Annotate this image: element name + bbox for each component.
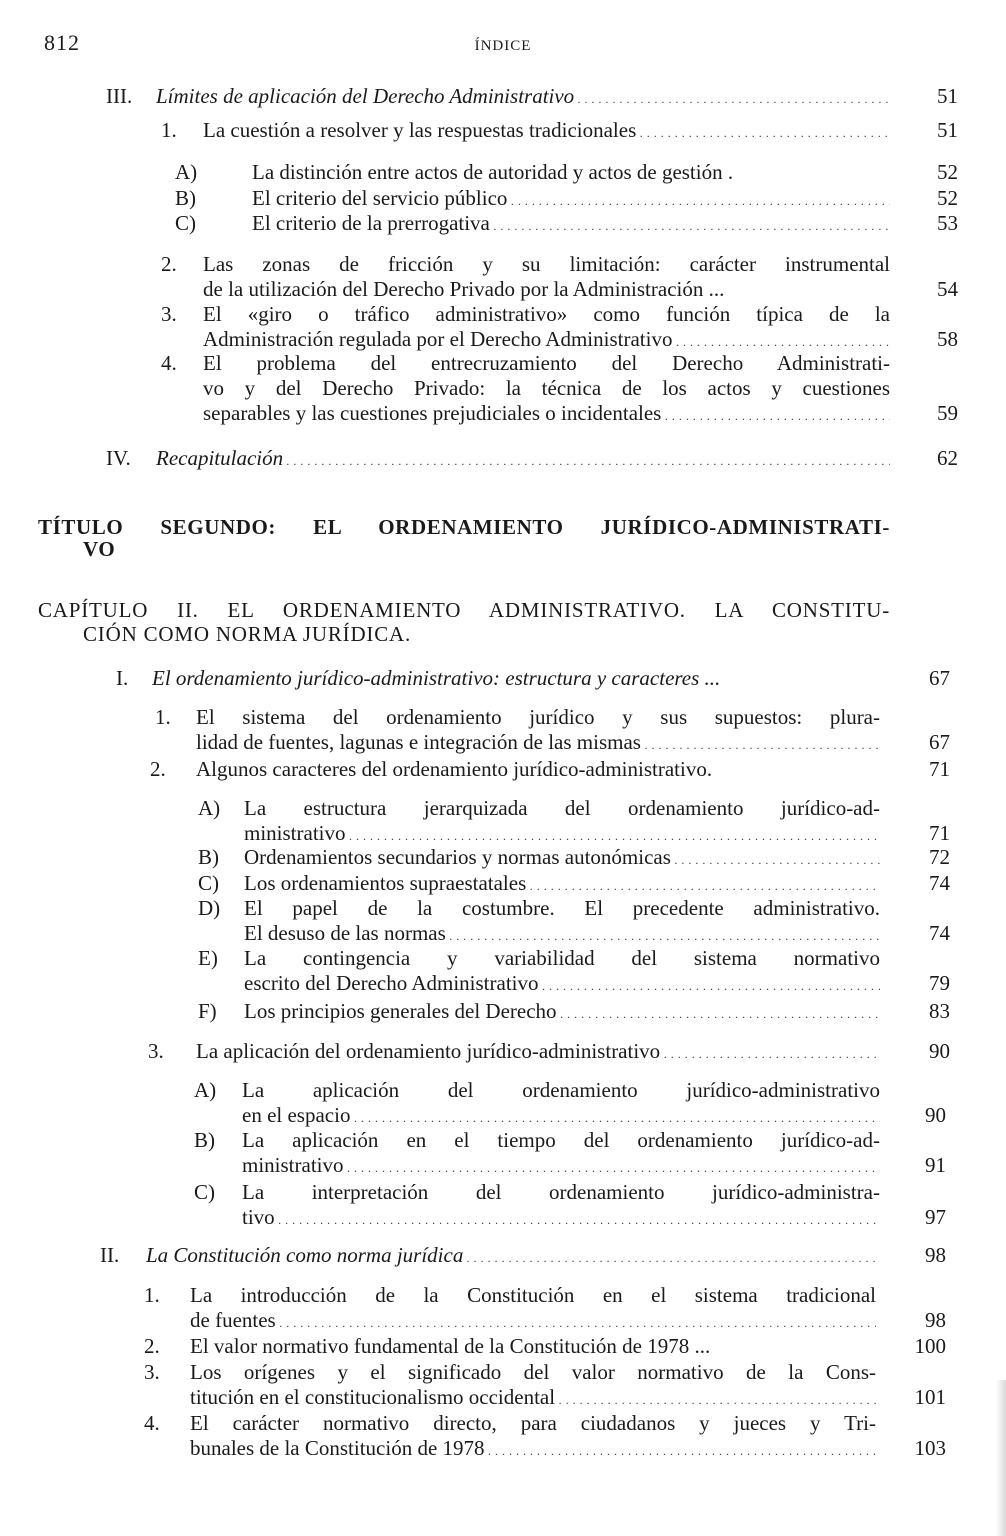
- toc-entry-number: C): [198, 871, 219, 895]
- toc-entry-title: [242, 1180, 880, 1232]
- toc-entry-line: Las zonas de fricción y su limitación: carácter instrumental: [203, 252, 890, 276]
- toc-entry-number: A): [198, 796, 221, 820]
- toc-entry[interactable]: [0, 705, 1006, 754]
- toc-entry-title: [196, 1039, 880, 1067]
- toc-entry-page: 103: [914, 1435, 946, 1460]
- toc-entry-number: 2.: [144, 1334, 160, 1358]
- toc-entry-title: [190, 1283, 876, 1335]
- toc-entry-number: 1.: [155, 705, 171, 729]
- toc-entry-title: [203, 302, 890, 355]
- toc-entry-line: escrito del Derecho Administrativo . . .: [244, 971, 880, 999]
- toc-entry-line: de la utilización del Derecho Privado por la Administración ...: [203, 277, 725, 301]
- scan-edge-shadow: [996, 1380, 1006, 1536]
- toc-entry-page: 71: [929, 821, 950, 845]
- toc-entry-number: 2.: [150, 757, 166, 781]
- toc-entry-page: 74: [929, 920, 950, 945]
- toc-entry-number: A): [194, 1078, 217, 1102]
- toc-entry-line: La cuestión a resolver y las respuestas tradicionales . . .: [203, 118, 890, 146]
- toc-entry-line: vo y del Derecho Privado: la técnica de los actos y cuestiones: [203, 376, 890, 400]
- toc-entry-line: El criterio del servicio público . . .: [252, 186, 890, 214]
- toc-entry-line: La contingencia y variabilidad del sistema normativo: [244, 946, 880, 970]
- toc-entry[interactable]: [0, 1078, 1006, 1127]
- toc-entry[interactable]: [0, 118, 1006, 143]
- toc-entry-title: [156, 84, 890, 112]
- toc-entry-line: El sistema del ordenamiento jurídico y sus supuestos: plura-: [196, 705, 880, 729]
- toc-entry-title: [244, 871, 880, 899]
- toc-entry-line: El papel de la costumbre. El precedente administrativo.: [244, 896, 880, 920]
- toc-entry[interactable]: [0, 796, 1006, 846]
- toc-entry-page: 54: [937, 277, 958, 301]
- toc-entry-line: El criterio de la prerrogativa . . .: [252, 211, 890, 239]
- toc-entry[interactable]: [0, 186, 1006, 211]
- toc-entry-page: 62: [937, 446, 958, 470]
- toc-entry[interactable]: [0, 446, 1006, 471]
- toc-entry-title: [242, 1128, 880, 1180]
- toc-entry-title: [203, 118, 890, 146]
- toc-entry-line: El valor normativo fundamental de la Constitución de 1978 ...: [190, 1334, 711, 1358]
- toc-entry-page: 101: [914, 1384, 946, 1409]
- toc-entry-page: 91: [925, 1152, 946, 1177]
- toc-entry-line: Algunos caracteres del ordenamiento jurídico-administrativo.: [196, 757, 713, 781]
- toc-entry-page: 58: [937, 327, 958, 351]
- toc-entry-title: [190, 1411, 876, 1463]
- toc-entry-title: [190, 1360, 876, 1412]
- toc-entry-line: La Constitución como norma jurídica . . .: [146, 1243, 876, 1271]
- toc-entry-page: 67: [929, 666, 950, 690]
- toc-entry-page: 71: [929, 757, 950, 781]
- toc-entry-title: [242, 1078, 880, 1130]
- toc-entry-title: [244, 796, 880, 849]
- toc-entry[interactable]: [0, 999, 1006, 1024]
- toc-entry[interactable]: [0, 1334, 1006, 1359]
- toc-entry-line: El carácter normativo directo, para ciudadanos y jueces y Tri-: [190, 1411, 876, 1435]
- toc-entry-page: 53: [937, 211, 958, 235]
- toc-entry-number: C): [175, 211, 196, 235]
- toc-entry-line: de fuentes . . .: [190, 1308, 876, 1336]
- toc-entry-title: [146, 1243, 876, 1271]
- toc-entry[interactable]: [0, 871, 1006, 896]
- toc-entry[interactable]: [0, 757, 1006, 782]
- toc-entry-page: 74: [929, 871, 950, 895]
- toc-entry-number: 3.: [161, 302, 177, 326]
- toc-entry-line: La estructura jerarquizada del ordenamiento jurídico-ad-: [244, 796, 880, 820]
- toc-entry[interactable]: [0, 84, 1006, 109]
- toc-entry-line: El problema del entrecruzamiento del Derecho Administrati-: [203, 351, 890, 375]
- toc-entry-number: II.: [100, 1243, 120, 1267]
- toc-entry-title: [196, 757, 880, 782]
- title-heading: [38, 516, 890, 560]
- toc-entry-number: C): [194, 1180, 215, 1204]
- toc-entry-line: Límites de aplicación del Derecho Administrativo . . .: [156, 84, 890, 112]
- toc-entry-number: B): [198, 845, 219, 869]
- toc-entry-page: 97: [925, 1204, 946, 1229]
- toc-entry-line: ministrativo . . .: [242, 1153, 880, 1181]
- toc-entry-number: 1.: [161, 118, 177, 142]
- toc-entry-number: D): [198, 896, 221, 920]
- toc-entry-page: 98: [925, 1307, 946, 1332]
- chapter-heading-line-2: CIÓN COMO NORMA JURÍDICA.: [83, 622, 412, 646]
- chapter-heading-line-1: CAPÍTULO II. EL ORDENAMIENTO ADMINISTRATIVO. LA CONSTITU-: [38, 598, 890, 622]
- toc-entry-line: Recapitulación . . .: [156, 446, 890, 474]
- toc-entry-number: IV.: [106, 446, 131, 470]
- toc-entry-number: 4.: [144, 1411, 160, 1435]
- running-title: ÍNDICE: [474, 38, 532, 54]
- toc-entry-number: I.: [116, 666, 129, 690]
- toc-entry-line: La aplicación del ordenamiento jurídico-administrativo: [242, 1078, 880, 1102]
- toc-entry-number: E): [198, 946, 218, 970]
- toc-entry[interactable]: [0, 896, 1006, 945]
- toc-entry-page: 51: [937, 118, 958, 142]
- toc-entry-page: 83: [929, 999, 950, 1023]
- toc-entry-line: La aplicación en el tiempo del ordenamiento jurídico-ad-: [242, 1128, 880, 1152]
- toc-entry-line: bunales de la Constitución de 1978 . . .: [190, 1436, 876, 1464]
- toc-entry[interactable]: [0, 845, 1006, 870]
- toc-entry-line: La aplicación del ordenamiento jurídico-administrativo . . .: [196, 1039, 880, 1067]
- toc-entry-title: [244, 845, 880, 873]
- toc-entry[interactable]: [0, 1411, 1006, 1460]
- title-heading-line-2: VO: [83, 537, 116, 561]
- toc-entry-page: 90: [925, 1102, 946, 1127]
- toc-entry-line: tivo . . .: [242, 1205, 880, 1233]
- toc-entry[interactable]: [0, 252, 1006, 302]
- title-heading-line-1: TÍTULO SEGUNDO: EL ORDENAMIENTO JURÍDICO-ADMINISTRATI-: [38, 515, 890, 539]
- toc-entry-number: 2.: [161, 252, 177, 276]
- toc-entry[interactable]: [0, 351, 1006, 426]
- toc-entry-number: III.: [106, 84, 133, 108]
- toc-entry-title: [252, 160, 890, 185]
- toc-entry-line: lidad de fuentes, lagunas e integración de las mismas . . .: [196, 730, 880, 758]
- toc-entry-title: [203, 351, 890, 429]
- toc-entry[interactable]: [0, 666, 1006, 691]
- toc-entry-line: El ordenamiento jurídico-administrativo: estructura y caracteres ...: [152, 666, 721, 690]
- toc-entry-page: 79: [929, 970, 950, 995]
- toc-entry-number: B): [175, 186, 196, 210]
- chapter-heading: [38, 598, 890, 646]
- toc-entry[interactable]: [0, 946, 1006, 995]
- toc-entry-number: A): [175, 160, 198, 184]
- page-number: 812: [44, 30, 80, 55]
- toc-entry[interactable]: [0, 1128, 1006, 1177]
- toc-entry[interactable]: [0, 1243, 1006, 1268]
- toc-entry-line: separables y las cuestiones prejudiciales o incidentales . . .: [203, 401, 890, 429]
- toc-entry-line: La distinción entre actos de autoridad y actos de gestión .: [252, 160, 734, 184]
- toc-entry-line: Los ordenamientos supraestatales . . .: [244, 871, 880, 899]
- toc-entry-title: [152, 666, 880, 691]
- toc-entry-line: ministrativo . . .: [244, 821, 880, 849]
- toc-entry[interactable]: [0, 1039, 1006, 1064]
- toc-entry-page: 52: [937, 160, 958, 184]
- toc-entry-title: [190, 1334, 876, 1359]
- toc-entry-page: 100: [914, 1334, 946, 1358]
- toc-entry-title: [244, 896, 880, 948]
- toc-entry-number: 3.: [144, 1360, 160, 1384]
- toc-entry[interactable]: [0, 211, 1006, 236]
- toc-entry-title: [203, 252, 890, 302]
- toc-entry-page: 59: [937, 401, 958, 425]
- toc-entry-title: [156, 446, 890, 474]
- toc-entry-title: [196, 705, 880, 757]
- toc-entry-number: 3.: [148, 1039, 164, 1063]
- toc-entry-line: Los orígenes y el significado del valor normativo de la Cons-: [190, 1360, 876, 1384]
- toc-entry-page: 98: [925, 1243, 946, 1267]
- toc-entry-line: La interpretación del ordenamiento jurídico-administra-: [242, 1180, 880, 1204]
- toc-entry-line: en el espacio . . .: [242, 1103, 880, 1131]
- toc-entry[interactable]: [0, 1360, 1006, 1409]
- toc-entry-page: 72: [929, 845, 950, 869]
- toc-entry-line: Ordenamientos secundarios y normas autonómicas . . .: [244, 845, 880, 873]
- toc-entry[interactable]: [0, 160, 1006, 185]
- toc-entry-line: La introducción de la Constitución en el sistema tradicional: [190, 1283, 876, 1307]
- toc-entry-title: [244, 946, 880, 998]
- toc-entry-line: titución en el constitucionalismo occidental . . .: [190, 1385, 876, 1413]
- toc-entry-page: 51: [937, 84, 958, 108]
- toc-entry-page: 67: [929, 729, 950, 754]
- toc-entry-number: 4.: [161, 351, 177, 375]
- toc-entry-title: [244, 999, 880, 1027]
- toc-entry-title: [252, 211, 890, 239]
- toc-entry-line: Administración regulada por el Derecho Administrativo . . .: [203, 327, 890, 355]
- toc-entry-page: 90: [929, 1039, 950, 1063]
- toc-entry-title: [252, 186, 890, 214]
- toc-entry-page: 52: [937, 186, 958, 210]
- toc-entry-line: Los principios generales del Derecho . . .: [244, 999, 880, 1027]
- toc-entry[interactable]: [0, 1283, 1006, 1332]
- toc-entry-line: El desuso de las normas . . .: [244, 921, 880, 949]
- toc-entry[interactable]: [0, 302, 1006, 352]
- toc-entry-number: 1.: [144, 1283, 160, 1307]
- toc-entry-line: El «giro o tráfico administrativo» como función típica de la: [203, 302, 890, 326]
- toc-entry-number: F): [198, 999, 217, 1023]
- toc-entry[interactable]: [0, 1180, 1006, 1229]
- toc-entry-number: B): [194, 1128, 215, 1152]
